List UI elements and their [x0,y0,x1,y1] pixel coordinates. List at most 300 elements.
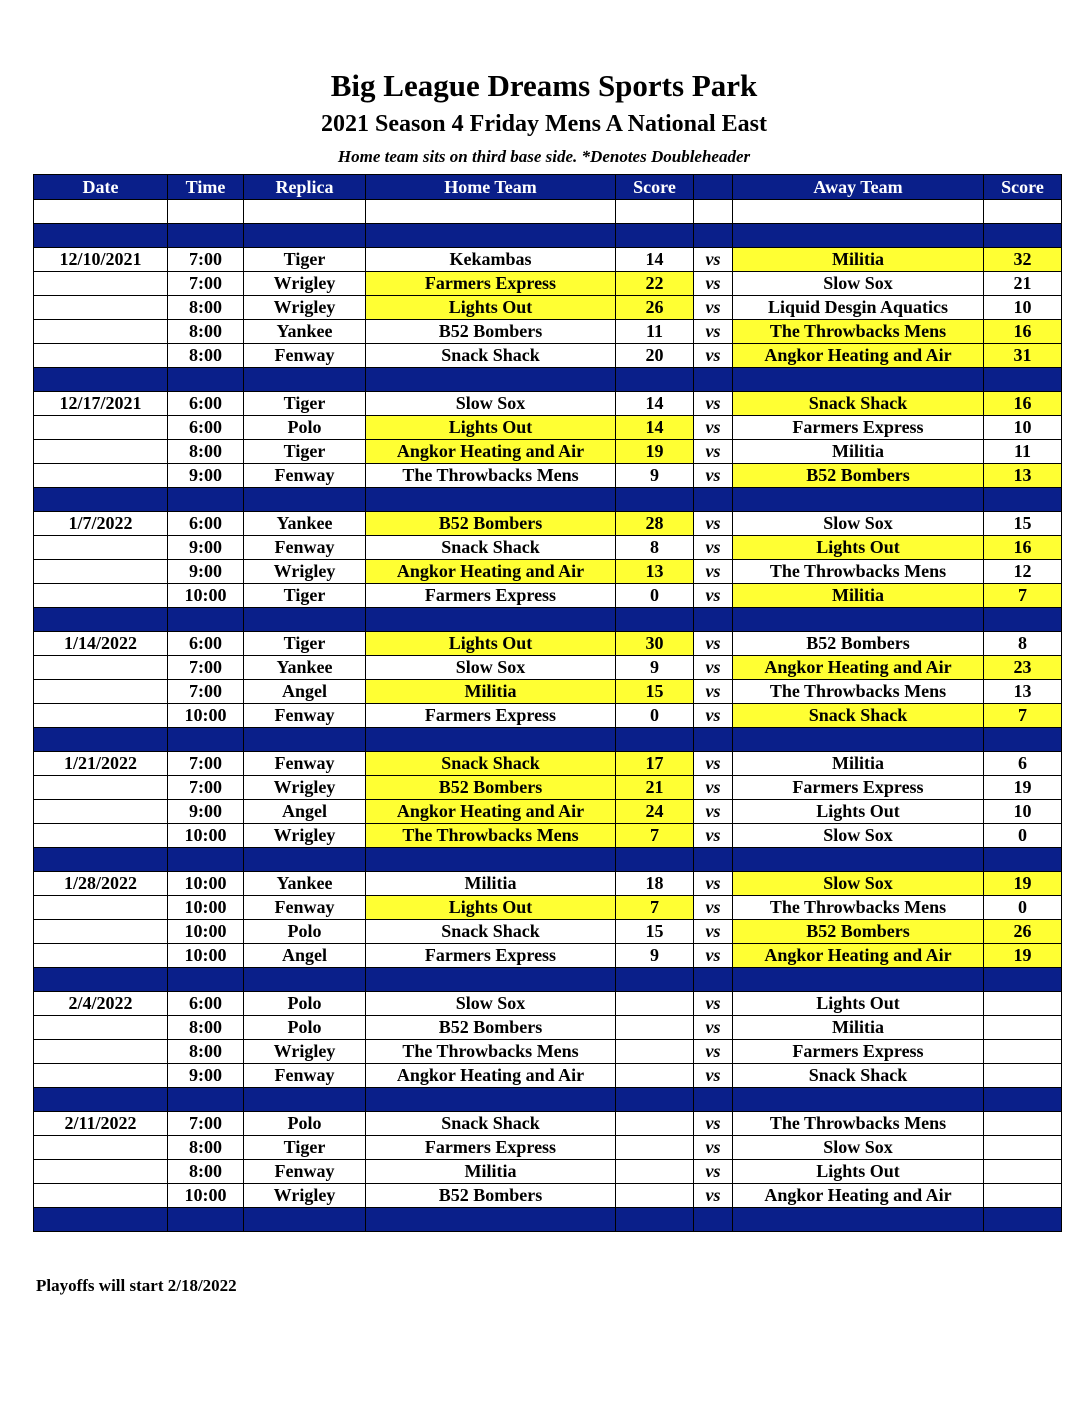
home-score-cell: 14 [616,416,694,440]
empty-cell [244,608,366,632]
time-cell: 9:00 [168,560,244,584]
time-cell: 8:00 [168,1016,244,1040]
empty-cell [34,488,168,512]
empty-cell [616,1088,694,1112]
away-team-cell: The Throwbacks Mens [733,680,984,704]
vs-cell: vs [694,440,733,464]
replica-cell: Angel [244,944,366,968]
date-cell [34,656,168,680]
replica-cell: Wrigley [244,824,366,848]
date-cell [34,560,168,584]
empty-cell [244,968,366,992]
replica-cell: Yankee [244,512,366,536]
replica-cell: Wrigley [244,776,366,800]
home-score-cell [616,1112,694,1136]
away-score-cell: 19 [984,944,1062,968]
home-score-cell [616,1016,694,1040]
header-home-score: Score [616,175,694,200]
replica-cell: Fenway [244,464,366,488]
empty-cell [244,1088,366,1112]
vs-cell: vs [694,800,733,824]
empty-cell [168,368,244,392]
home-score-cell: 9 [616,944,694,968]
home-team-cell: Kekambas [366,248,616,272]
empty-cell [694,848,733,872]
empty-cell [694,1088,733,1112]
empty-cell [733,368,984,392]
home-team-cell: Farmers Express [366,704,616,728]
home-score-cell: 14 [616,248,694,272]
replica-cell: Wrigley [244,272,366,296]
week-separator [34,728,1062,752]
empty-cell [244,488,366,512]
vs-cell: vs [694,536,733,560]
empty-cell [34,968,168,992]
vs-cell: vs [694,872,733,896]
empty-cell [366,368,616,392]
replica-cell: Wrigley [244,296,366,320]
table-row [34,344,1062,368]
empty-cell [733,968,984,992]
home-score-cell [616,992,694,1016]
replica-cell: Angel [244,800,366,824]
vs-cell: vs [694,1040,733,1064]
week-separator [34,848,1062,872]
home-score-cell: 24 [616,800,694,824]
vs-cell: vs [694,752,733,776]
date-cell [34,1160,168,1184]
header-vs [694,175,733,200]
empty-cell [366,224,616,248]
date-cell [34,272,168,296]
home-team-cell: Angkor Heating and Air [366,440,616,464]
header-time: Time [168,175,244,200]
away-score-cell [984,1112,1062,1136]
table-row [34,1064,1062,1088]
replica-cell: Tiger [244,392,366,416]
table-row [34,704,1062,728]
time-cell: 10:00 [168,944,244,968]
empty-cell [34,1208,168,1232]
away-score-cell: 6 [984,752,1062,776]
replica-cell: Polo [244,920,366,944]
date-cell [34,1016,168,1040]
away-team-cell: Slow Sox [733,272,984,296]
week-separator [34,224,1062,248]
away-team-cell: Lights Out [733,1160,984,1184]
time-cell: 7:00 [168,680,244,704]
replica-cell: Yankee [244,656,366,680]
empty-cell [366,608,616,632]
empty-cell [984,368,1062,392]
home-team-cell: Angkor Heating and Air [366,1064,616,1088]
empty-cell [244,848,366,872]
time-cell: 6:00 [168,392,244,416]
away-team-cell: Slow Sox [733,872,984,896]
home-score-cell: 28 [616,512,694,536]
replica-cell: Tiger [244,584,366,608]
table-row [34,584,1062,608]
home-team-cell: Lights Out [366,896,616,920]
home-score-cell: 21 [616,776,694,800]
home-team-cell: Lights Out [366,632,616,656]
away-score-cell [984,1040,1062,1064]
header-home-team: Home Team [366,175,616,200]
empty-cell [168,728,244,752]
replica-cell: Fenway [244,1064,366,1088]
home-team-cell: The Throwbacks Mens [366,824,616,848]
replica-cell: Fenway [244,344,366,368]
empty-cell [694,728,733,752]
empty-cell [694,488,733,512]
empty-cell [244,224,366,248]
time-cell: 9:00 [168,1064,244,1088]
blank-row [34,200,1062,224]
table-row [34,272,1062,296]
home-score-cell [616,1184,694,1208]
away-team-cell: The Throwbacks Mens [733,1112,984,1136]
home-score-cell [616,1136,694,1160]
empty-cell [984,224,1062,248]
vs-cell: vs [694,392,733,416]
empty-cell [733,728,984,752]
empty-cell [168,608,244,632]
away-score-cell: 11 [984,440,1062,464]
date-cell [34,584,168,608]
date-cell [34,704,168,728]
away-team-cell: Lights Out [733,800,984,824]
table-row [34,1136,1062,1160]
away-score-cell [984,992,1062,1016]
replica-cell: Tiger [244,440,366,464]
away-score-cell: 7 [984,584,1062,608]
replica-cell: Fenway [244,1160,366,1184]
replica-cell: Fenway [244,704,366,728]
table-row [34,800,1062,824]
home-team-cell: B52 Bombers [366,512,616,536]
empty-cell [616,728,694,752]
home-score-cell: 0 [616,584,694,608]
away-score-cell: 23 [984,656,1062,680]
away-team-cell: Militia [733,440,984,464]
table-row [34,680,1062,704]
away-team-cell: Angkor Heating and Air [733,344,984,368]
away-score-cell: 13 [984,680,1062,704]
home-score-cell: 7 [616,896,694,920]
empty-cell [733,488,984,512]
home-score-cell: 20 [616,344,694,368]
vs-cell: vs [694,464,733,488]
home-score-cell: 17 [616,752,694,776]
date-cell: 1/21/2022 [34,752,168,776]
header-away-score: Score [984,175,1062,200]
week-separator [34,608,1062,632]
table-row [34,824,1062,848]
replica-cell: Wrigley [244,1184,366,1208]
away-team-cell: Militia [733,752,984,776]
away-team-cell: Slow Sox [733,512,984,536]
home-score-cell: 13 [616,560,694,584]
home-team-cell: Lights Out [366,296,616,320]
table-row [34,872,1062,896]
empty-cell [366,1208,616,1232]
vs-cell: vs [694,1136,733,1160]
away-team-cell: B52 Bombers [733,464,984,488]
replica-cell: Fenway [244,896,366,920]
away-team-cell: Snack Shack [733,704,984,728]
vs-cell: vs [694,1184,733,1208]
table-row [34,464,1062,488]
table-row [34,1160,1062,1184]
vs-cell: vs [694,416,733,440]
vs-cell: vs [694,1016,733,1040]
empty-cell [694,608,733,632]
empty-cell [984,608,1062,632]
empty-cell [616,368,694,392]
away-score-cell [984,1184,1062,1208]
date-cell [34,896,168,920]
vs-cell: vs [694,1064,733,1088]
home-score-cell [616,1040,694,1064]
replica-cell: Fenway [244,536,366,560]
away-score-cell: 8 [984,632,1062,656]
vs-cell: vs [694,584,733,608]
away-team-cell: B52 Bombers [733,920,984,944]
date-cell [34,344,168,368]
away-score-cell: 13 [984,464,1062,488]
away-score-cell: 32 [984,248,1062,272]
vs-cell: vs [694,248,733,272]
week-separator [34,488,1062,512]
vs-cell: vs [694,1160,733,1184]
home-score-cell: 14 [616,392,694,416]
away-team-cell: Slow Sox [733,1136,984,1160]
date-cell: 12/10/2021 [34,248,168,272]
away-score-cell: 16 [984,392,1062,416]
date-cell [34,776,168,800]
table-row [34,512,1062,536]
table-row [34,1112,1062,1136]
empty-cell [168,1088,244,1112]
replica-cell: Yankee [244,320,366,344]
replica-cell: Tiger [244,632,366,656]
time-cell: 9:00 [168,800,244,824]
replica-cell: Tiger [244,248,366,272]
time-cell: 10:00 [168,584,244,608]
schedule-table [33,174,1062,1232]
table-row [34,440,1062,464]
away-score-cell: 16 [984,320,1062,344]
vs-cell: vs [694,512,733,536]
empty-cell [34,200,168,224]
table-row [34,1184,1062,1208]
empty-cell [168,224,244,248]
table-row [34,560,1062,584]
date-cell [34,1184,168,1208]
week-separator [34,1208,1062,1232]
away-team-cell: B52 Bombers [733,632,984,656]
home-score-cell: 9 [616,656,694,680]
home-team-cell: Snack Shack [366,536,616,560]
replica-cell: Wrigley [244,1040,366,1064]
empty-cell [616,848,694,872]
away-score-cell: 26 [984,920,1062,944]
away-team-cell: Angkor Heating and Air [733,944,984,968]
table-row [34,320,1062,344]
vs-cell: vs [694,632,733,656]
home-score-cell: 30 [616,632,694,656]
empty-cell [244,200,366,224]
time-cell: 7:00 [168,1112,244,1136]
empty-cell [694,968,733,992]
time-cell: 6:00 [168,512,244,536]
away-team-cell: The Throwbacks Mens [733,896,984,920]
time-cell: 8:00 [168,1040,244,1064]
away-score-cell [984,1160,1062,1184]
time-cell: 7:00 [168,776,244,800]
home-score-cell [616,1064,694,1088]
away-team-cell: Slow Sox [733,824,984,848]
time-cell: 7:00 [168,248,244,272]
date-cell [34,680,168,704]
empty-cell [34,1088,168,1112]
time-cell: 10:00 [168,824,244,848]
vs-cell: vs [694,560,733,584]
empty-cell [984,200,1062,224]
date-cell: 2/4/2022 [34,992,168,1016]
vs-cell: vs [694,320,733,344]
away-team-cell: Militia [733,584,984,608]
home-team-cell: Angkor Heating and Air [366,800,616,824]
time-cell: 9:00 [168,464,244,488]
replica-cell: Wrigley [244,560,366,584]
vs-cell: vs [694,824,733,848]
home-score-cell: 9 [616,464,694,488]
date-cell [34,1136,168,1160]
date-cell [34,320,168,344]
time-cell: 9:00 [168,536,244,560]
empty-cell [168,488,244,512]
empty-cell [616,1208,694,1232]
empty-cell [244,728,366,752]
table-row [34,416,1062,440]
empty-cell [694,224,733,248]
away-team-cell: Lights Out [733,536,984,560]
home-team-cell: Slow Sox [366,656,616,680]
date-cell: 2/11/2022 [34,1112,168,1136]
date-cell [34,416,168,440]
vs-cell: vs [694,896,733,920]
empty-cell [168,1208,244,1232]
replica-cell: Polo [244,1112,366,1136]
empty-cell [34,848,168,872]
time-cell: 6:00 [168,632,244,656]
table-row [34,944,1062,968]
time-cell: 7:00 [168,272,244,296]
home-team-cell: Militia [366,680,616,704]
empty-cell [34,608,168,632]
empty-cell [366,968,616,992]
empty-cell [984,728,1062,752]
away-score-cell: 19 [984,872,1062,896]
table-row [34,296,1062,320]
empty-cell [733,608,984,632]
away-score-cell: 21 [984,272,1062,296]
home-score-cell: 8 [616,536,694,560]
away-score-cell [984,1016,1062,1040]
empty-cell [733,848,984,872]
home-team-cell: B52 Bombers [366,320,616,344]
vs-cell: vs [694,296,733,320]
away-score-cell: 10 [984,800,1062,824]
home-team-cell: Slow Sox [366,992,616,1016]
table-row [34,920,1062,944]
empty-cell [34,728,168,752]
date-cell [34,536,168,560]
empty-cell [694,368,733,392]
away-team-cell: Liquid Desgin Aquatics [733,296,984,320]
vs-cell: vs [694,656,733,680]
empty-cell [616,224,694,248]
away-score-cell: 12 [984,560,1062,584]
home-score-cell: 0 [616,704,694,728]
home-score-cell: 15 [616,680,694,704]
home-team-cell: Slow Sox [366,392,616,416]
time-cell: 8:00 [168,1136,244,1160]
vs-cell: vs [694,680,733,704]
date-cell: 1/14/2022 [34,632,168,656]
home-team-cell: Farmers Express [366,1136,616,1160]
date-cell: 1/28/2022 [34,872,168,896]
time-cell: 6:00 [168,416,244,440]
empty-cell [366,848,616,872]
time-cell: 8:00 [168,320,244,344]
empty-cell [694,200,733,224]
empty-cell [694,1208,733,1232]
table-row [34,536,1062,560]
time-cell: 8:00 [168,344,244,368]
away-team-cell: Snack Shack [733,1064,984,1088]
table-row [34,992,1062,1016]
replica-cell: Yankee [244,872,366,896]
home-team-cell: Snack Shack [366,752,616,776]
vs-cell: vs [694,920,733,944]
header-away-team: Away Team [733,175,984,200]
table-row [34,1016,1062,1040]
vs-cell: vs [694,704,733,728]
vs-cell: vs [694,776,733,800]
replica-cell: Tiger [244,1136,366,1160]
away-team-cell: The Throwbacks Mens [733,560,984,584]
empty-cell [168,200,244,224]
empty-cell [366,1088,616,1112]
time-cell: 8:00 [168,1160,244,1184]
home-team-cell: Militia [366,872,616,896]
away-score-cell: 16 [984,536,1062,560]
date-cell: 1/7/2022 [34,512,168,536]
home-score-cell: 19 [616,440,694,464]
away-team-cell: Militia [733,1016,984,1040]
table-row [34,392,1062,416]
page-title: Big League Dreams Sports Park [330,68,758,103]
home-team-cell: B52 Bombers [366,1016,616,1040]
date-cell [34,296,168,320]
empty-cell [984,968,1062,992]
time-cell: 10:00 [168,920,244,944]
home-score-cell: 22 [616,272,694,296]
date-cell [34,1064,168,1088]
home-score-cell: 11 [616,320,694,344]
